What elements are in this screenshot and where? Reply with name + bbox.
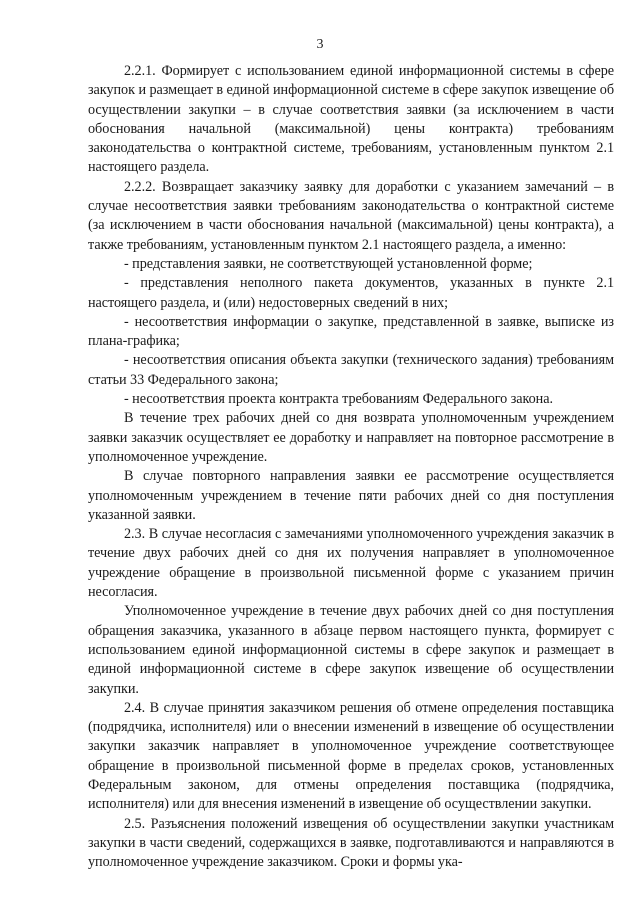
list-item: - несоответствия описания объекта закупки (технического задания) требованиям статьи 33 Федерального закона; [88, 352, 614, 388]
paragraph-2-3: 2.3. В случае несогласия с замечаниями уполномоченного учреждения заказчик в течение двух рабочих дней со дня их получения направляет в уполномоченное учреждение обращение в произвольной письменной форме с указанием причин несогласия. [88, 526, 614, 601]
paragraph-repeat-review: В случае повторного направления заявки ее рассмотрение осуществляется уполномоченным учреждением в течение пяти рабочих дней со дня поступления указанной заявки. [88, 468, 614, 523]
page-number: 3 [316, 37, 324, 52]
paragraph-2-5: 2.5. Разъяснения положений извещения об осуществлении закупки участникам закупки в части сведений, содержащихся в заявке, подготавливаются и направляются в уполномоченное учреждение заказчиком. Сроки и формы ука- [88, 815, 614, 871]
list-item: - несоответствия информации о закупке, представленной в заявке, выписке из плана-графика; [88, 313, 614, 350]
list-item: - представления неполного пакета документов, указанных в пункте 2.1 настоящего раздела, и (или) недостоверных сведений в них; [88, 275, 614, 311]
list-item: - несоответствия проекта контракта требованиям Федерального закона. [124, 391, 553, 408]
paragraph-2-3-continued: Уполномоченное учреждение в течение двух рабочих дней со дня поступления обращения заказчика, указанного в абзаце первом настоящего пункта, формирует с использованием единой информационной системы в сфере закупок и размещает в единой информационной системе в сфере закупок извещение об осуществлении закупки. [88, 603, 614, 697]
list-item: - представления заявки, не соответствующей установленной форме; [124, 255, 533, 272]
paragraph-2-2-1: 2.2.1. Формирует с использованием единой информационной системы в сфере закупок и размещает в единой информационной системе в сфере закупок извещение об осуществлении закупки – в случае соответствия заявки (за исключением в части обоснования начальной (максимальной) цены контракта) требованиям законодательства о контрактной системе, требованиям, установленным пунктом 2.1 настоящего раздела. [88, 63, 614, 176]
paragraph-return-period: В течение трех рабочих дней со дня возврата уполномоченным учреждением заявки заказчик осуществляет ее доработку и направляет на повторное рассмотрение в уполномоченное учреждение. [88, 410, 614, 465]
document-body [88, 62, 614, 872]
paragraph-2-2-2: 2.2.2. Возвращает заказчику заявку для доработки с указанием замечаний – в случае несоответствия заявки требованиям законодательства о контрактной системе (за исключением в части обоснования начальной (максимальной) цены контракта), а также требованиям, установленным пунктом 2.1 настоящего раздела, а именно: [88, 178, 614, 253]
paragraph-2-4: 2.4. В случае принятия заказчиком решения об отмене определения поставщика (подрядчика, исполнителя) или о внесении изменений в извещение об осуществлении закупки заказчик направляет в уполномоченное учреждение соответствующее обращение в произвольной письменной форме в пределах сроков, установленных Федеральным законом, для отмены определения поставщика (подрядчика, исполнителя) или для внесения изменений в извещение об осуществлении закупки. [88, 699, 614, 813]
